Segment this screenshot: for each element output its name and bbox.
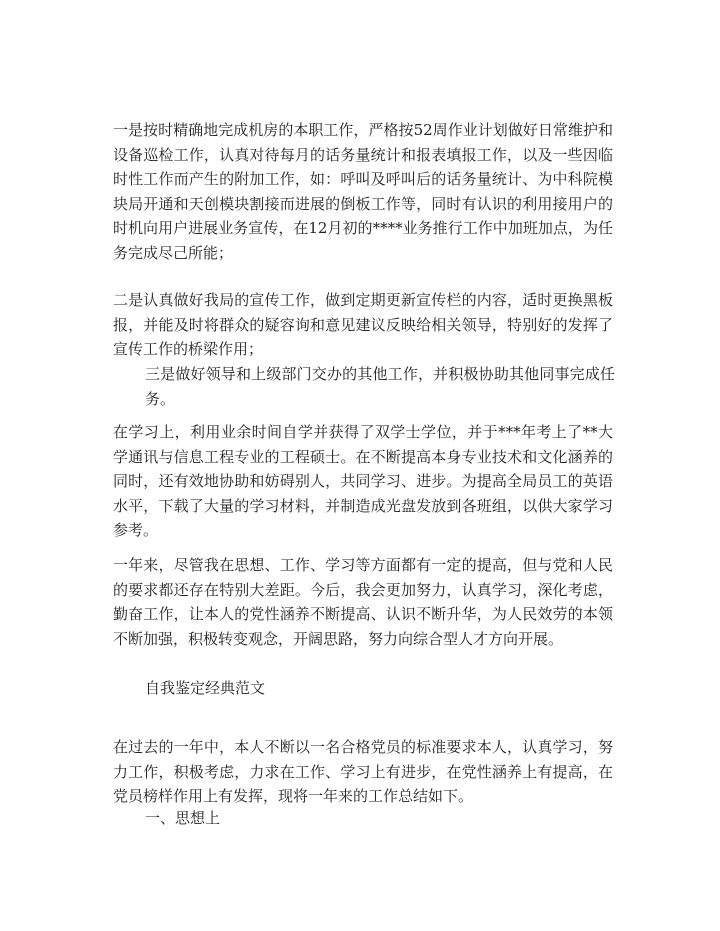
section-title: 自我鉴定经典范文 [145,679,266,697]
paragraph-publicity-work: 二是认真做好我局的宣传工作，做到定期更新宣传栏的内容，适时更换黑板报，并能及时将群众的疑容询和意见建议反映给相关领导，特别好的发挥了宣传工作的桥梁作用； [113,291,613,358]
paragraph-work-duties: 一是按时精确地完成机房的本职工作，严格按52周作业计划做好日常维护和设备巡检工作，认真对待每月的话务量统计和报表填报工作，以及一些因临时性工作而产生的附加工作，如：呼叫及呼叫后的话务量统计、为中科院模块局开通和天创模块割接而进展的倒板工作等，同时有认识的利用接用户的时机向用户进展业务宣传，在12月初的****业务推行工作中加班加点，为任务完成尽己所能； [113,121,613,262]
paragraph-study: 在学习上，利用业余时间自学并获得了双学士学位，并于***年考上了**大学通讯与信息工程专业的工程硕士。在不断提高本身专业技术和文化涵养的同时，还有效地协助和妨碍别人，共同学习、进步。为提高全局员工的英语水平，下载了大量的学习材料，并制造成光盘发放到各班组，以供大家学习参考。 [113,423,613,539]
paragraph-other-tasks: 三是做好领导和上级部门交办的其他工作，并积极协助其他同事完成任务。 [145,365,615,408]
subsection-title: 一、思想上 [145,809,221,827]
paragraph-summary: 一年来，尽管我在思想、工作、学习等方面都有一定的提高，但与党和人民的要求都还存在特别大差距。今后，我会更加努力，认真学习，深化考虑，勤奋工作，让本人的党性涵养不断提高、认识不断升华，为人民效劳的本领不断加强，积极转变观念，开阔思路，努力向综合型人才方向开展。 [113,556,613,648]
paragraph-intro: 在过去的一年中，本人不断以一名合格党员的标准要求本人，认真学习，努力工作，积极考虑，力求在工作、学习上有进步，在党性涵养上有提高，在党员榜样作用上有发挥，现将一年来的工作总结如下。 [113,738,613,805]
